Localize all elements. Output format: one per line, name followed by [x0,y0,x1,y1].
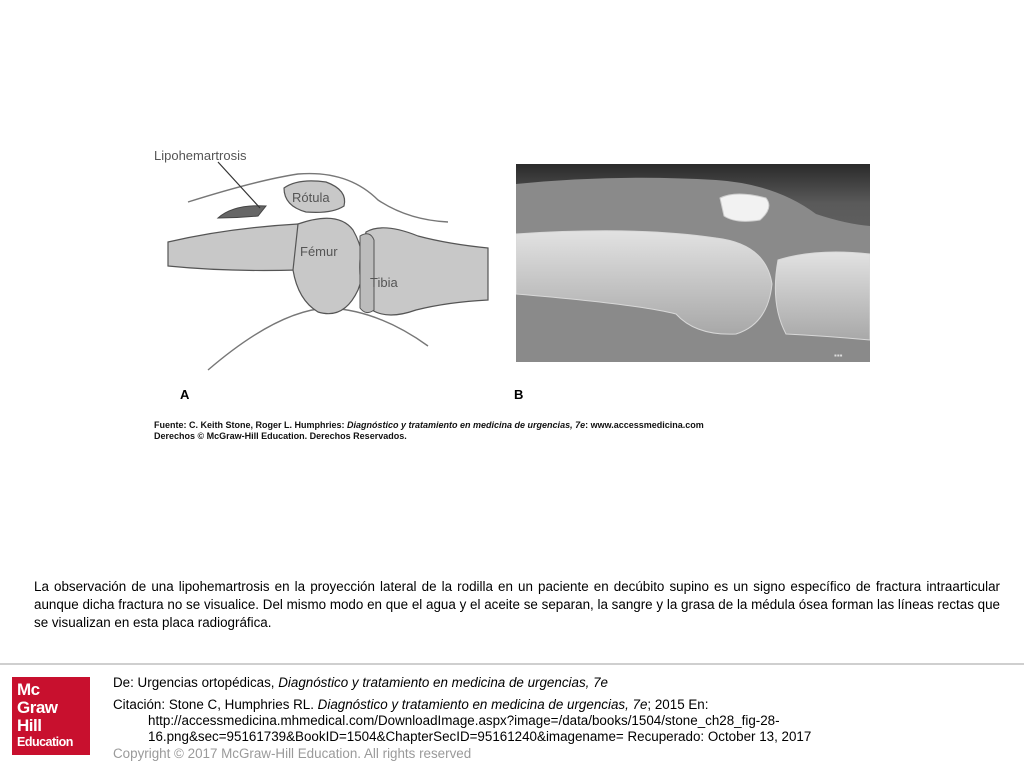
panel-letter-a: A [180,387,190,402]
cite-book: Diagnóstico y tratamiento en medicina de urgencias, 7e [317,697,648,712]
logo-line-4: Education [17,735,73,749]
radiograph-image [516,164,870,362]
label-femur: Fémur [300,244,338,259]
from-book: Diagnóstico y tratamiento en medicina de urgencias, 7e [278,675,608,690]
knee-illustration [148,140,500,380]
source-rights: Derechos © McGraw-Hill Education. Derechos Reservados. [154,431,407,441]
copyright-notice: Copyright © 2017 McGraw-Hill Education. All rights reserved [113,746,472,761]
cite-prefix: Citación: Stone C, Humphries RL. [113,697,318,712]
logo-line-3: Hill [17,716,42,735]
knee-radiograph [516,164,870,362]
citation-url-line-1[interactable]: http://accessmedicina.mhmedical.com/DownloadImage.aspx?image=/data/books/1504/stone_ch28_fig-28- [148,713,780,728]
logo-line-1: Mc [17,680,40,699]
cite-suffix: ; 2015 En: [647,697,709,712]
footer-divider [0,663,1024,665]
label-lipohemartrosis: Lipohemartrosis [154,148,247,163]
source-prefix: Fuente: C. Keith Stone, Roger L. Humphries: [154,420,348,430]
source-book: Diagnóstico y tratamiento en medicina de urgencias, 7e [347,420,586,430]
source-suffix: : www.accessmedicina.com [585,420,704,430]
mcgraw-hill-logo [12,677,90,755]
citation-url-line-2[interactable]: 16.png&sec=95161739&BookID=1504&ChapterSecID=95161240&imagename= Recuperado: October 13, 2017 [148,729,812,744]
figure-caption: La observación de una lipohemartrosis en la proyección lateral de la rodilla en un paciente en decúbito supino es un signo específico de fractura intraarticular aunque dicha fractura no se visualice. Del mismo modo en que el agua y el aceite se separan, la sangre y la grasa de la médula ósea forman las líneas rectas que se visualizan en esta placa radiográfica. [34,579,1000,630]
citation-from [113,675,608,691]
figure [148,140,870,440]
figure-source [154,420,754,442]
from-prefix: De: Urgencias ortopédicas, [113,675,279,690]
logo-line-2: Graw [17,698,58,717]
panel-letter-b: B [514,387,524,402]
label-rotula: Rótula [292,190,330,205]
citation-block [113,697,873,745]
radiograph-marker: ▪▪▪ [834,351,843,360]
knee-diagram [148,140,500,380]
label-tibia: Tibia [370,275,398,290]
